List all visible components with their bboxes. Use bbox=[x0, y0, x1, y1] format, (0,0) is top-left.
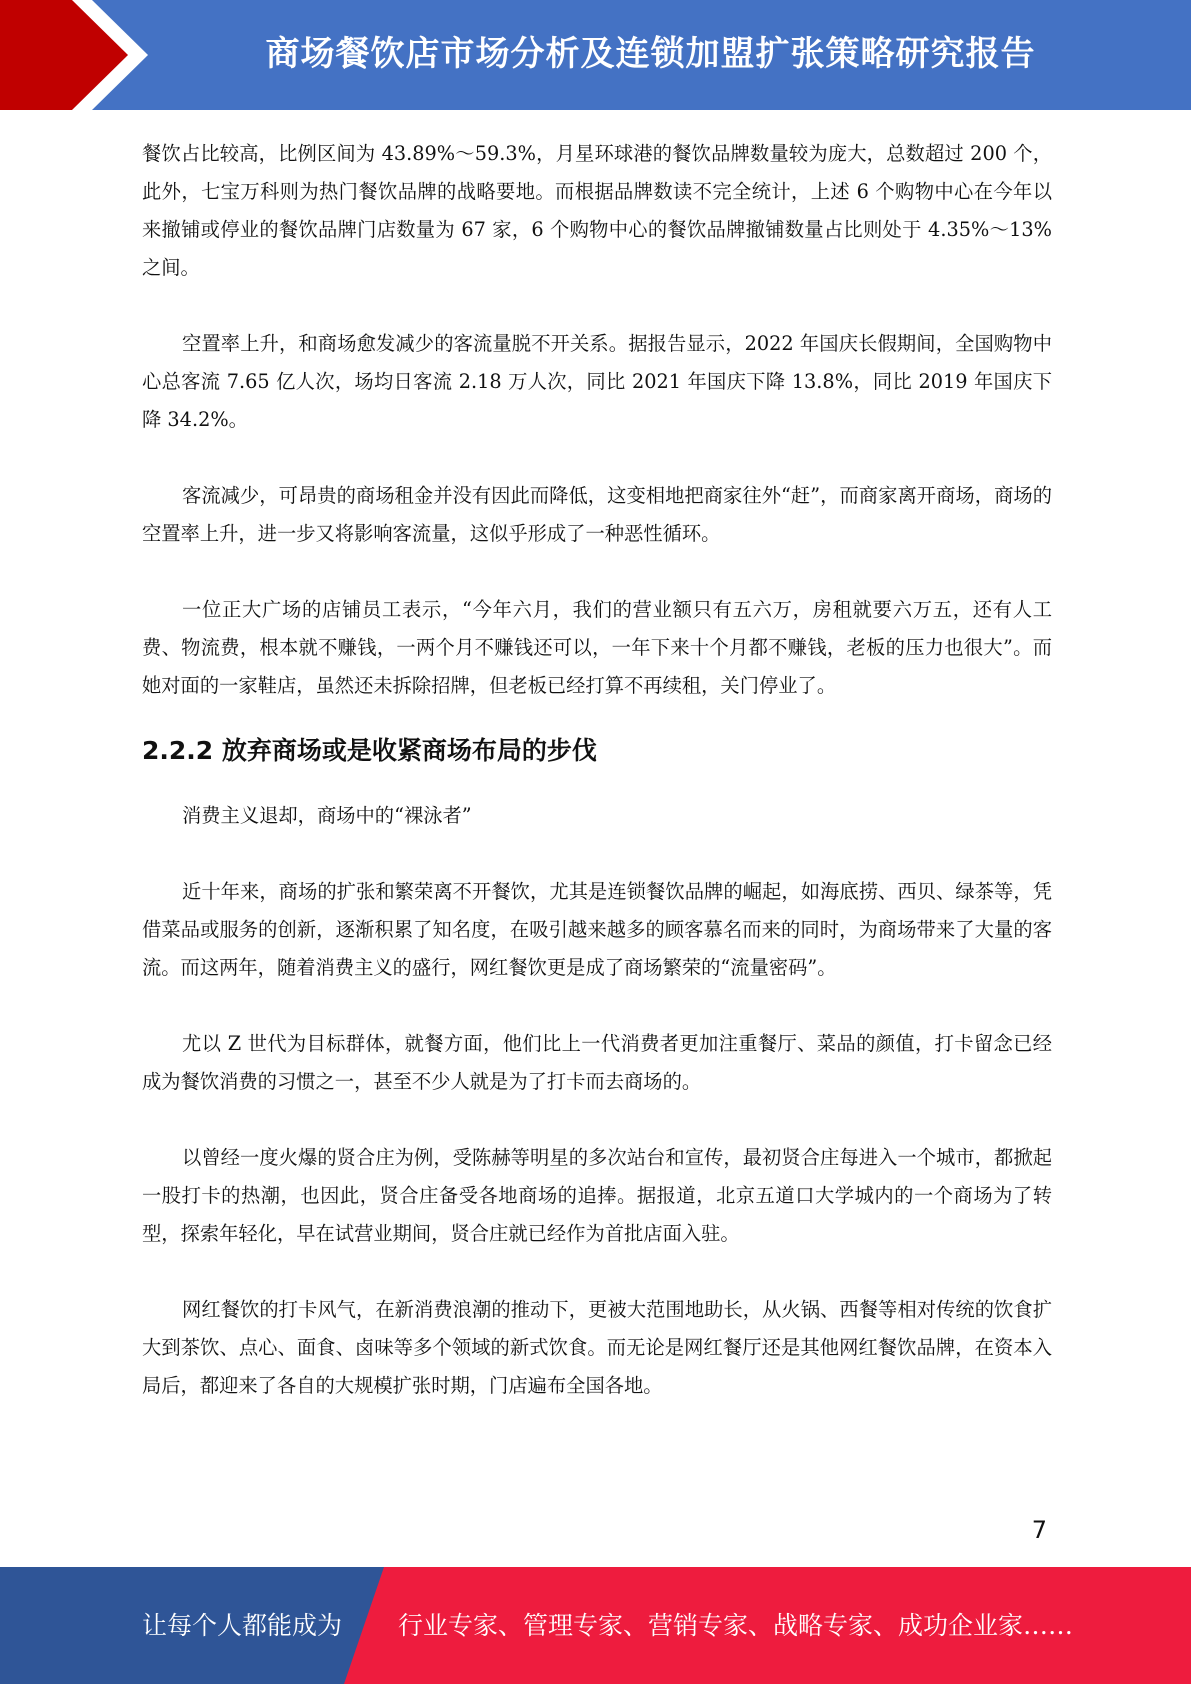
paragraph: 消费主义退却，商场中的“裸泳者” bbox=[182, 804, 472, 827]
section-heading: 2.2.2 放弃商场或是收紧商场布局的步伐 bbox=[142, 736, 597, 765]
chevron-arrow-icon bbox=[0, 0, 160, 110]
page-footer bbox=[0, 1567, 1191, 1684]
paragraph: 餐饮占比较高，比例区间为 43.89%～59.3%，月星环球港的餐饮品牌数量较为庞大，总数超过 200 个，此外，七宝万科则为热门餐饮品牌的战略要地。而根据品牌数读不完全统计，上述 6 个购物中心在今年以来撤铺或停业的餐饮品牌门店数量为 67 家，6 个购物中心的餐饮品牌撤铺数量占比则处于 4.35%～13%之间。 bbox=[142, 142, 1052, 279]
footer-slogan-right: 行业专家、管理专家、营销专家、战略专家、成功企业家…… bbox=[398, 1611, 1074, 1640]
paragraph: 近十年来，商场的扩张和繁荣离不开餐饮，尤其是连锁餐饮品牌的崛起，如海底捞、西贝、绿茶等，凭借菜品或服务的创新，逐渐积累了知名度，在吸引越来越多的顾客慕名而来的同时，为商场带来了大量的客流。而这两年，随着消费主义的盛行，网红餐饮更是成了商场繁荣的“流量密码”。 bbox=[142, 880, 1052, 979]
report-title: 商场餐饮店市场分析及连锁加盟扩张策略研究报告 bbox=[265, 34, 1036, 74]
paragraph: 网红餐饮的打卡风气，在新消费浪潮的推动下，更被大范围地助长，从火锅、西餐等相对传统的饮食扩大到茶饮、点心、面食、卤味等多个领域的新式饮食。而无论是网红餐厅还是其他网红餐饮品牌，在资本入局后，都迎来了各自的大规模扩张时期，门店遍布全国各地。 bbox=[142, 1298, 1052, 1397]
page-number: 7 bbox=[1031, 1516, 1047, 1544]
page-body bbox=[142, 135, 1052, 1405]
paragraph: 尤以 Z 世代为目标群体，就餐方面，他们比上一代消费者更加注重餐厅、菜品的颜值，打卡留念已经成为餐饮消费的习惯之一，甚至不少人就是为了打卡而去商场的。 bbox=[142, 1032, 1052, 1093]
paragraph: 客流减少，可昂贵的商场租金并没有因此而降低，这变相地把商家往外“赶”，而商家离开商场，商场的空置率上升，进一步又将影响客流量，这似乎形成了一种恶性循环。 bbox=[142, 484, 1052, 545]
paragraph: 空置率上升，和商场愈发减少的客流量脱不开关系。据报告显示，2022 年国庆长假期间，全国购物中心总客流 7.65 亿人次，场均日客流 2.18 万人次，同比 2021 年国庆下降 13.8%，同比 2019 年国庆下降 34.2%。 bbox=[142, 332, 1052, 431]
page-header bbox=[0, 0, 1191, 110]
footer-slogan-left: 让每个人都能成为 bbox=[142, 1611, 343, 1640]
paragraph: 以曾经一度火爆的贤合庄为例，受陈赫等明星的多次站台和宣传，最初贤合庄每进入一个城市，都掀起一股打卡的热潮，也因此，贤合庄备受各地商场的追捧。据报道，北京五道口大学城内的一个商场为了转型，探索年轻化，早在试营业期间，贤合庄就已经作为首批店面入驻。 bbox=[142, 1146, 1052, 1245]
paragraph: 一位正大广场的店铺员工表示，“今年六月，我们的营业额只有五六万，房租就要六万五，还有人工费、物流费，根本就不赚钱，一两个月不赚钱还可以，一年下来十个月都不赚钱，老板的压力也很大”。而她对面的一家鞋店，虽然还未拆除招牌，但老板已经打算不再续租，关门停业了。 bbox=[142, 598, 1052, 697]
